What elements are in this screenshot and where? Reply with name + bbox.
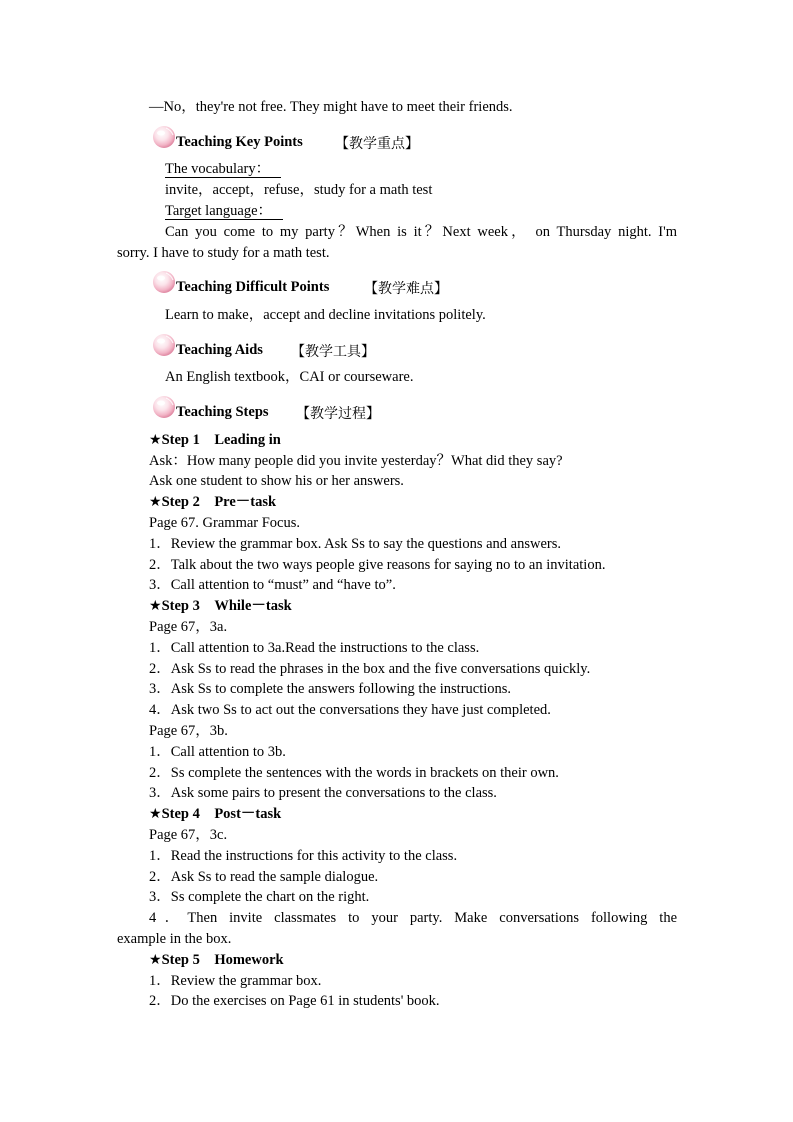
step1-line: Ask：How many people did you invite yesterday？What did they say? bbox=[149, 453, 563, 469]
step2-line: Page 67. Grammar Focus. bbox=[149, 515, 301, 531]
key-points-title: Teaching Key Points bbox=[176, 134, 303, 150]
step4-line: 2．Ask Ss to read the sample dialogue. bbox=[149, 869, 379, 885]
pearl-bullet-icon bbox=[152, 124, 178, 150]
star-icon: ★ bbox=[149, 494, 162, 510]
step2-line: 1．Review the grammar box. Ask Ss to say the questions and answers. bbox=[149, 536, 561, 552]
step4-item4-line1: 4．Then invite classmates to your party. Make conversations following the bbox=[149, 910, 677, 926]
step3-line: 1．Call attention to 3b. bbox=[149, 744, 286, 760]
aids-heading bbox=[152, 338, 472, 362]
star-icon: ★ bbox=[149, 806, 162, 822]
difficult-points-text: Learn to make，accept and decline invitations politely. bbox=[165, 307, 486, 323]
vocab-label: The vocabulary： bbox=[165, 161, 271, 177]
intro-line: —No，they're not free. They might have to meet their friends. bbox=[149, 99, 513, 115]
step4-title: ★Step 4 Post－task bbox=[149, 806, 282, 822]
step3-title: ★Step 3 While－task bbox=[149, 598, 292, 614]
aids-title-cn: 【教学工具】 bbox=[291, 344, 375, 360]
step3-line: 3．Ask some pairs to present the conversations to the class. bbox=[149, 785, 497, 801]
step5-line: 1．Review the grammar box. bbox=[149, 973, 322, 989]
star-icon: ★ bbox=[149, 598, 162, 614]
difficult-points-title: Teaching Difficult Points bbox=[176, 279, 330, 295]
aids-title: Teaching Aids bbox=[176, 342, 263, 358]
step3-line: Page 67，3b. bbox=[149, 723, 228, 739]
step2-line: 2．Talk about the two ways people give reasons for saying no to an invitation. bbox=[149, 557, 606, 573]
step4-line: 1．Read the instructions for this activity to the class. bbox=[149, 848, 458, 864]
step1-line: Ask one student to show his or her answers. bbox=[149, 473, 404, 489]
star-icon: ★ bbox=[149, 432, 162, 448]
difficult-points-heading bbox=[152, 275, 472, 299]
key-points-title-cn: 【教学重点】 bbox=[335, 136, 419, 152]
vocab-label-underline bbox=[165, 177, 281, 178]
step5-title: ★Step 5 Homework bbox=[149, 952, 284, 968]
steps-heading bbox=[152, 400, 472, 424]
step5-line: 2．Do the exercises on Page 61 in students' book. bbox=[149, 993, 440, 1009]
pearl-bullet-icon bbox=[152, 394, 178, 420]
aids-text: An English textbook，CAI or courseware. bbox=[165, 369, 414, 385]
steps-title: Teaching Steps bbox=[176, 404, 269, 420]
step2-title: ★Step 2 Pre－task bbox=[149, 494, 277, 510]
pearl-bullet-icon bbox=[152, 269, 178, 295]
target-line-1: Can you come to my party？When is it？Next week， on Thursday night. I'm bbox=[165, 224, 677, 240]
step4-item4-line2: example in the box. bbox=[117, 931, 232, 947]
step3-line: 2．Ask Ss to read the phrases in the box and the five conversations quickly. bbox=[149, 661, 591, 677]
step3-line: 4．Ask two Ss to act out the conversations they have just completed. bbox=[149, 702, 551, 718]
steps-title-cn: 【教学过程】 bbox=[296, 406, 380, 422]
target-label: Target language： bbox=[165, 203, 273, 219]
step3-line: Page 67，3a. bbox=[149, 619, 228, 635]
step1-title: ★Step 1 Leading in bbox=[149, 432, 281, 448]
step4-line: 3．Ss complete the chart on the right. bbox=[149, 889, 370, 905]
pearl-bullet-icon bbox=[152, 332, 178, 358]
star-icon: ★ bbox=[149, 952, 162, 968]
step3-line: 3．Ask Ss to complete the answers following the instructions. bbox=[149, 681, 512, 697]
key-points-heading bbox=[152, 130, 472, 154]
step4-line: Page 67，3c. bbox=[149, 827, 228, 843]
difficult-points-title-cn: 【教学难点】 bbox=[364, 281, 448, 297]
step2-line: 3．Call attention to “must” and “have to”. bbox=[149, 577, 396, 593]
step3-line: 1．Call attention to 3a.Read the instructions to the class. bbox=[149, 640, 480, 656]
target-line-2: sorry. I have to study for a math test. bbox=[117, 245, 330, 261]
vocab-text: invite，accept，refuse，study for a math test bbox=[165, 182, 433, 198]
target-label-underline bbox=[165, 219, 283, 220]
step3-line: 2．Ss complete the sentences with the words in brackets on their own. bbox=[149, 765, 559, 781]
